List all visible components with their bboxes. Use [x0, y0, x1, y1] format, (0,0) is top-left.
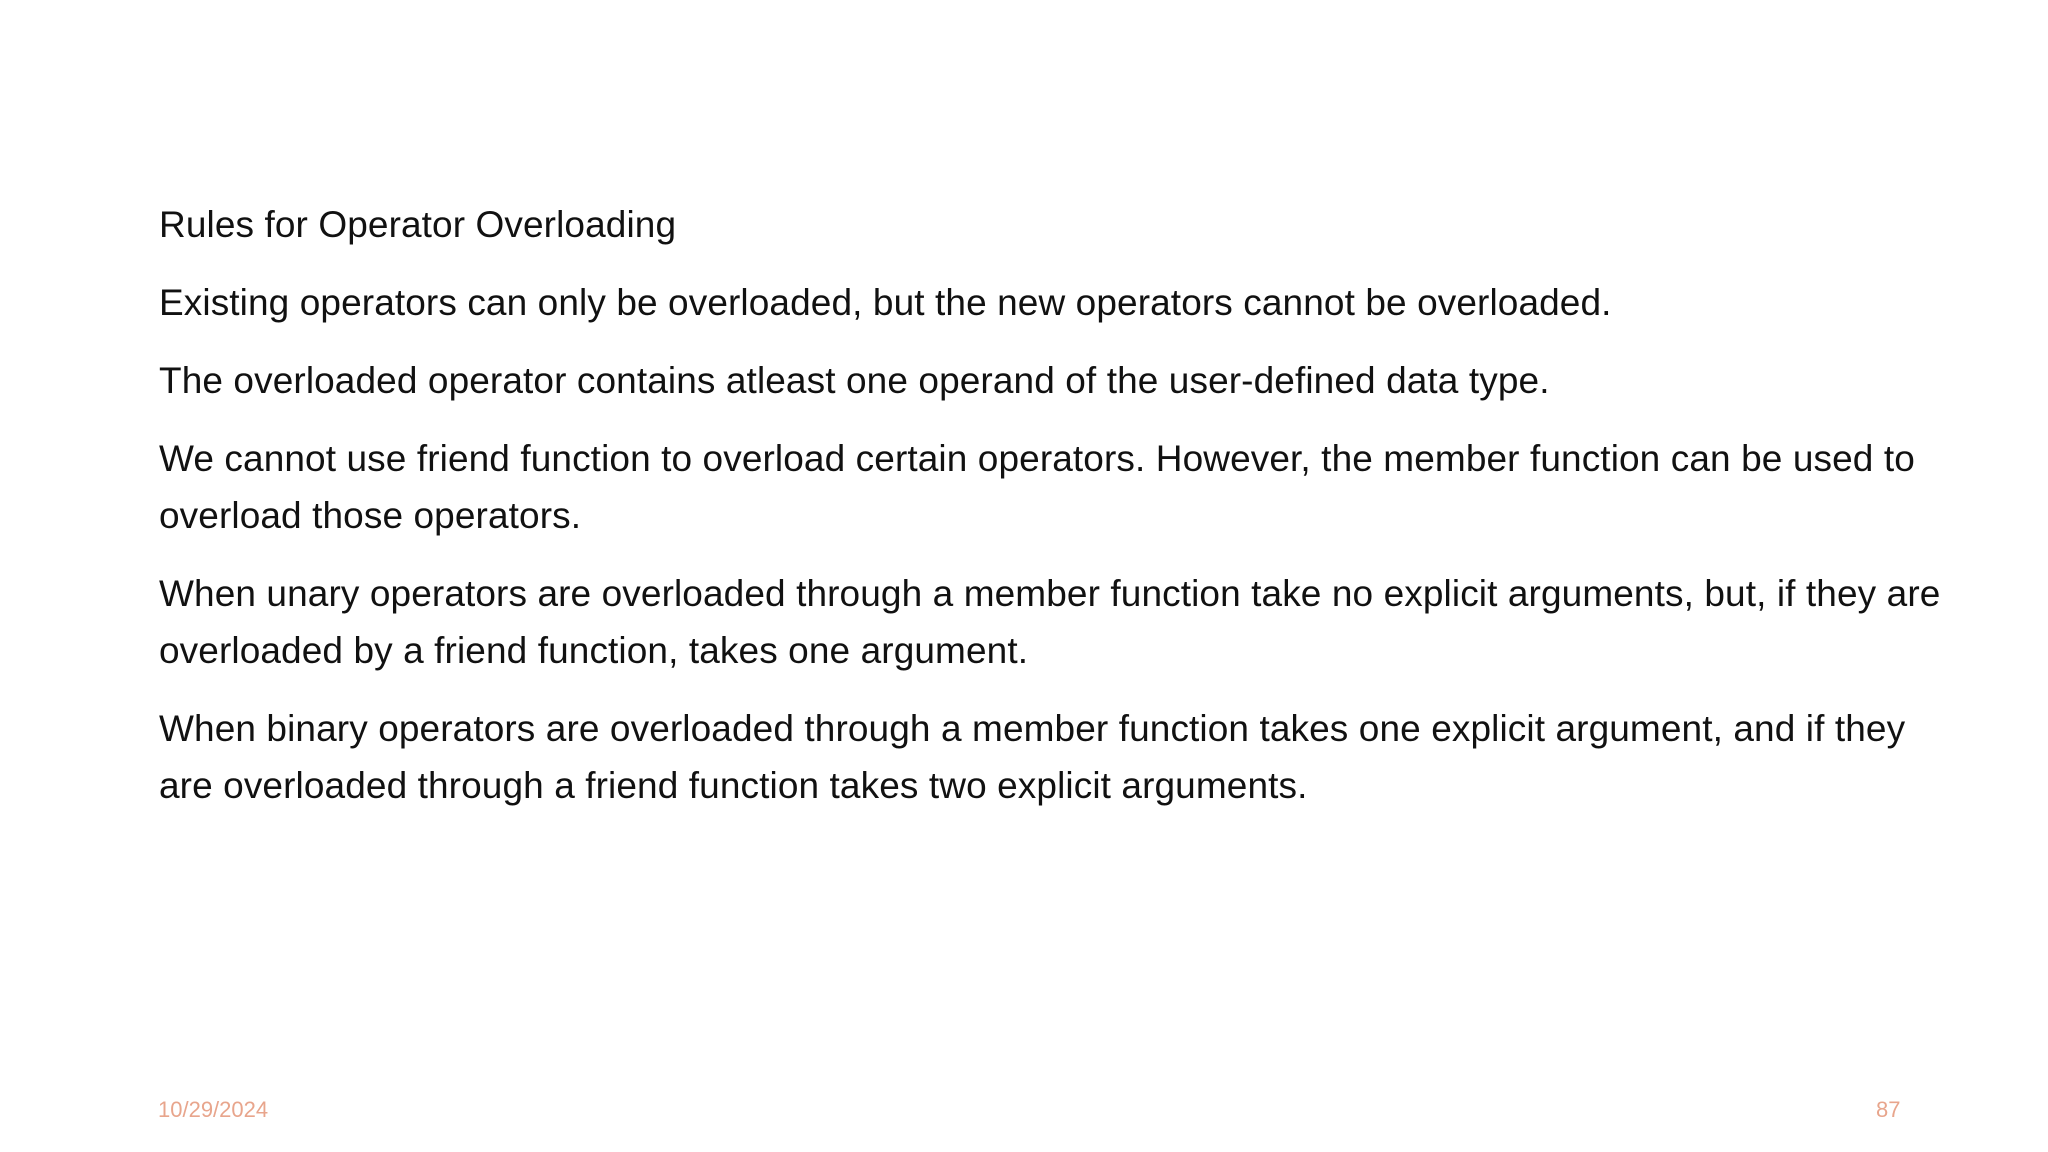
paragraph-2: The overloaded operator contains atleast one operand of the user-defined data type. [159, 360, 1550, 401]
paragraph-5: When binary operators are overloaded through a member function takes one explicit argument, and if they are overloaded through a friend function takes two explicit arguments. [159, 708, 1906, 806]
slide-title: Rules for Operator Overloading [159, 204, 677, 245]
paragraph-3: We cannot use friend function to overload certain operators. However, the member function can be used to overload those operators. [159, 438, 1915, 536]
footer-page-number: 87 [1876, 1097, 1901, 1122]
slide-content [159, 196, 1949, 835]
footer-date: 10/29/2024 [158, 1097, 269, 1122]
paragraph-1: Existing operators can only be overloaded, but the new operators cannot be overloaded. [159, 282, 1612, 323]
paragraph-4: When unary operators are overloaded through a member function take no explicit arguments, but, if they are overloaded by a friend function, takes one argument. [159, 573, 1941, 671]
